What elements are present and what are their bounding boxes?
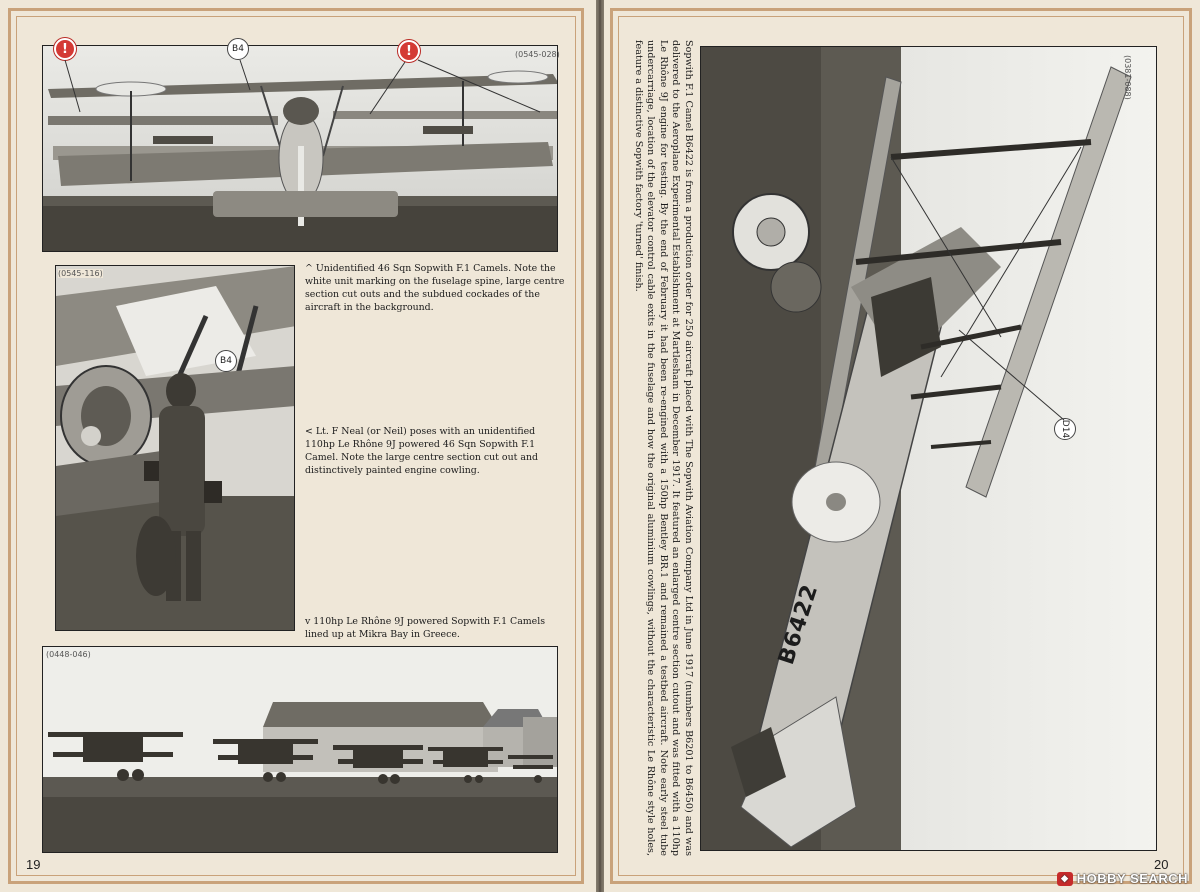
photo-mikra-bay-image [43, 647, 558, 853]
photo-camel-b6422-image [701, 47, 1157, 851]
photo-reference: (0545-028) [515, 50, 560, 59]
callout-b4: B4 [227, 38, 249, 60]
photo-camels-top-image [43, 46, 558, 252]
photo-mikra-bay [42, 646, 558, 853]
photo-reference: (0545-116) [58, 269, 103, 278]
callout-b4: B4 [215, 350, 237, 372]
watermark-text: HOBBY SEARCH [1076, 871, 1188, 886]
callout-d14: D14 [1054, 418, 1076, 440]
caption-middle-photo: < Lt. F Neal (or Neil) poses with an unidentified 110hp Le Rhône 9J powered 46 Sqn Sopwith F.1 Camel. Note the large centre section cut out and distinctively painted engine cowling. [305, 426, 538, 476]
hobbysearch-watermark [1057, 871, 1188, 886]
caption-bottom-photo: v 110hp Le Rhône 9J powered Sopwith F.1 Camels lined up at Mikra Bay in Greece. [305, 616, 546, 640]
photo-pilot-portrait [55, 265, 295, 631]
photo-reference: (0381-088) [1123, 55, 1132, 100]
body-text-b6422: Sopwith F.1 Camel B6422 is from a production order for 250 aircraft placed with The Sopwith Aviation Company Ltd in June 1917 (numbers B6201 to B6450) and was delivered to the Aeroplane Experimental Establishment at Martlesham in December 1917. It featured an enlarged centre section cutout and was fitted with a 110hp Le Rhône 9J engine for testing. By the end of February it had been re-engined with a 150hp Bentley BR.1 and remained a testbed aircraft. Note early steel tube undercarriage, location of the elevator control cable exits in the fuselage and how the original aluminium cowlings, without the characteristic Le Rhône style holes, feature a distinctive Sopwith factory 'turned' finish. [632, 40, 694, 856]
page-number: 20 [1154, 857, 1169, 872]
warning-exclamation-icon: ! [398, 40, 420, 62]
photo-camel-b6422 [700, 46, 1157, 851]
photo-camels-top [42, 45, 558, 252]
aircraft-serial-number: B6422 [774, 581, 824, 668]
page-number: 19 [26, 857, 41, 872]
caption-top-photo: ^ Unidentified 46 Sqn Sopwith F.1 Camels. Note the white unit marking on the fuselage spine, large centre section cut outs and the subdued cockades of the aircraft in the background. [305, 263, 565, 313]
warning-exclamation-icon: ! [54, 38, 76, 60]
left-page [0, 0, 596, 892]
hobbysearch-logo-icon: ◆ [1057, 872, 1073, 886]
photo-pilot-portrait-image [56, 266, 295, 631]
photo-reference: (0448-046) [46, 650, 91, 659]
